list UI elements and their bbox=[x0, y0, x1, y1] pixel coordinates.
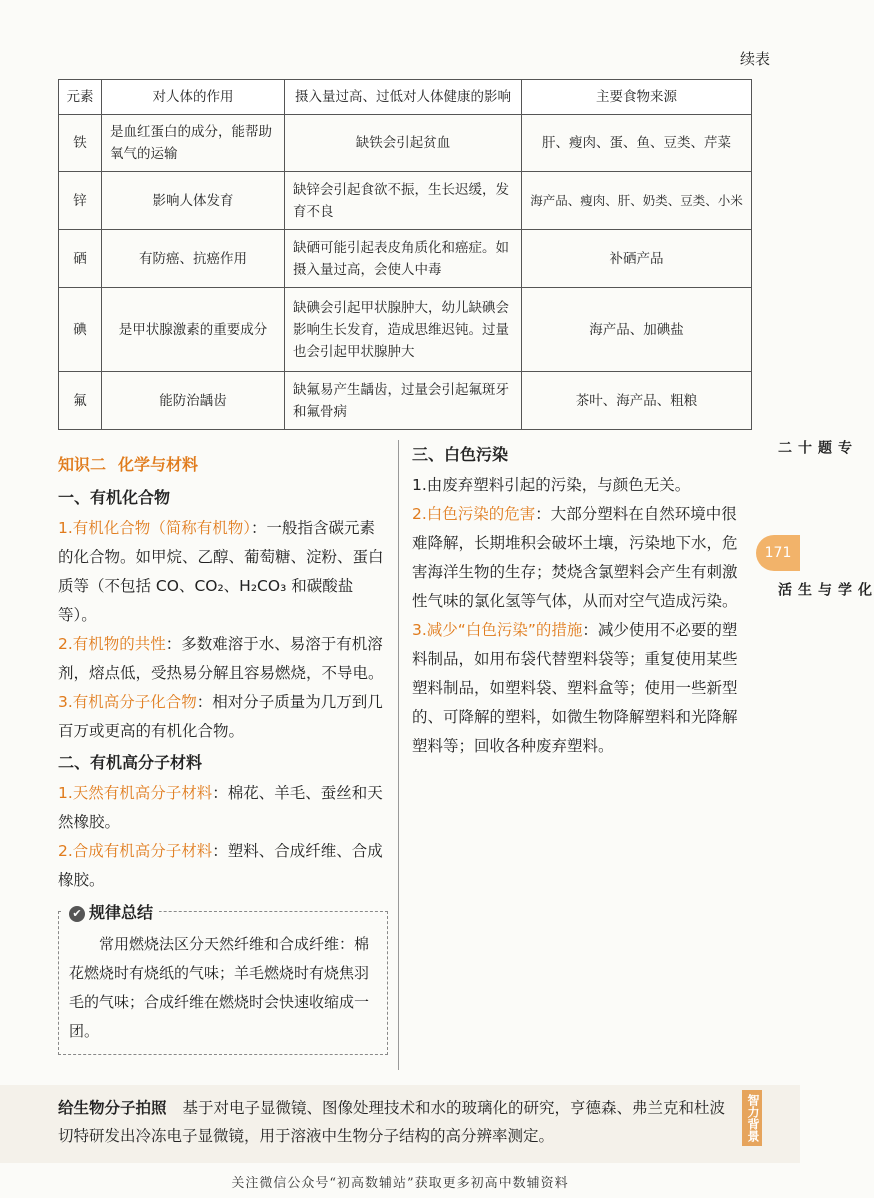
cell-element: 硒 bbox=[59, 230, 102, 288]
header-element: 元素 bbox=[59, 80, 102, 115]
cell-source: 肝、瘦肉、蛋、鱼、豆类、芹菜 bbox=[522, 115, 752, 172]
cell-source: 海产品、瘦肉、肝、奶类、豆类、小米 bbox=[522, 172, 752, 230]
rule-summary-box bbox=[58, 903, 388, 1055]
cell-element: 锌 bbox=[59, 172, 102, 230]
nutrition-table bbox=[58, 79, 752, 430]
cell-function: 是血红蛋白的成分，能帮助氧气的运输 bbox=[102, 115, 285, 172]
knowledge-label: 知识二 bbox=[58, 455, 107, 474]
table-row bbox=[59, 115, 752, 172]
rule-summary-body: 常用燃烧法区分天然纤维和合成纤维：棉花燃烧时有烧纸的气味；羊毛燃烧时有烧焦羽毛的气味；合成纤维在燃烧时会快速收缩成一团。 bbox=[69, 935, 370, 1040]
subject-label: 化学与生活 bbox=[776, 582, 872, 596]
section-title-polymer-materials: 二、有机高分子材料 bbox=[58, 753, 203, 772]
knowledge-heading bbox=[58, 450, 388, 479]
cell-source: 茶叶、海产品、粗粮 bbox=[522, 372, 752, 430]
list-item: 2.合成有机高分子材料：塑料、合成纤维、合成橡胶。 bbox=[58, 842, 383, 889]
list-item: 3.减少“白色污染”的措施：减少使用不必要的塑料制品，如用布袋代替塑料袋等；重复使用某些塑料制品，如塑料袋、塑料盒等；使用一些新型的、可降解的塑料，如微生物降解塑料和光降解塑料等；回收各种废弃塑料。 bbox=[412, 621, 738, 755]
table-row bbox=[59, 372, 752, 430]
cell-element: 铁 bbox=[59, 115, 102, 172]
header-effect: 摄入量过高、过低对人体健康的影响 bbox=[285, 80, 522, 115]
header-function: 对人体的作用 bbox=[102, 80, 285, 115]
right-column bbox=[412, 438, 748, 761]
cell-effect: 缺铁会引起贫血 bbox=[285, 115, 522, 172]
background-note bbox=[58, 1094, 738, 1150]
section-title-organic-compounds: 一、有机化合物 bbox=[58, 488, 171, 507]
cell-effect: 缺氟易产生龋齿，过量会引起氟斑牙和氟骨病 bbox=[285, 372, 522, 430]
background-badge: 智力背景 bbox=[742, 1090, 762, 1146]
list-item: 3.有机高分子化合物：相对分子质量为几万到几百万或更高的有机化合物。 bbox=[58, 693, 383, 740]
cell-function: 是甲状腺激素的重要成分 bbox=[102, 288, 285, 372]
header-source: 主要食物来源 bbox=[522, 80, 752, 115]
topic-label: 专题十二 bbox=[776, 440, 852, 454]
list-item: 1.有机化合物（简称有机物）：一般指含碳元素的化合物。如甲烷、乙醇、葡萄糖、淀粉、蛋白质等（不包括 CO、CO₂、H₂CO₃ 和碳酸盐等）。 bbox=[58, 519, 384, 624]
table-header-row bbox=[59, 80, 752, 115]
cell-function: 有防癌、抗癌作用 bbox=[102, 230, 285, 288]
table-row bbox=[59, 288, 752, 372]
left-column bbox=[58, 450, 388, 1055]
check-icon: ✔ bbox=[69, 906, 85, 922]
knowledge-title: 化学与材料 bbox=[118, 455, 199, 474]
footer-note: 关注微信公众号“初高数辅站”获取更多初高中数辅资料 bbox=[231, 1176, 569, 1191]
cell-effect: 缺碘会引起甲状腺肿大，幼儿缺碘会影响生长发育，造成思维迟钝。过量也会引起甲状腺肿大 bbox=[285, 288, 522, 372]
cell-element: 氟 bbox=[59, 372, 102, 430]
cell-function: 能防治龋齿 bbox=[102, 372, 285, 430]
background-note-text: 基于对电子显微镜、图像处理技术和水的玻璃化的研究，亨德森、弗兰克和杜波切特研发出冷冻电子显微镜，用于溶液中生物分子结构的高分辨率测定。 bbox=[58, 1099, 726, 1145]
section-title-white-pollution: 三、白色污染 bbox=[412, 445, 509, 464]
table-row bbox=[59, 230, 752, 288]
cell-source: 海产品、加碘盐 bbox=[522, 288, 752, 372]
table-row bbox=[59, 172, 752, 230]
cell-source: 补硒产品 bbox=[522, 230, 752, 288]
list-item: 2.白色污染的危害：大部分塑料在自然环境中很难降解，长期堆积会破坏土壤，污染地下水，危害海洋生物的生存；焚烧含氯塑料会产生有刺激性气味的氯化氢等气体，从而对空气造成污染。 bbox=[412, 505, 738, 610]
cell-element: 碘 bbox=[59, 288, 102, 372]
list-item: 1.由废弃塑料引起的污染，与颜色无关。 bbox=[412, 476, 691, 494]
list-item: 2.有机物的共性：多数难溶于水、易溶于有机溶剂，熔点低，受热易分解且容易燃烧，不导电。 bbox=[58, 635, 384, 682]
list-item: 1.天然有机高分子材料：棉花、羊毛、蚕丝和天然橡胶。 bbox=[58, 784, 383, 831]
column-divider bbox=[398, 440, 399, 1070]
background-note-title: 给生物分子拍照 bbox=[58, 1099, 167, 1117]
page-number: 171 bbox=[756, 535, 800, 571]
cell-effect: 缺硒可能引起表皮角质化和癌症。如摄入量过高，会使人中毒 bbox=[285, 230, 522, 288]
cell-function: 影响人体发育 bbox=[102, 172, 285, 230]
cell-effect: 缺锌会引起食欲不振，生长迟缓，发育不良 bbox=[285, 172, 522, 230]
rule-summary-title: ✔ 规律总结 bbox=[63, 898, 159, 927]
continued-label: 续表 bbox=[739, 50, 770, 68]
